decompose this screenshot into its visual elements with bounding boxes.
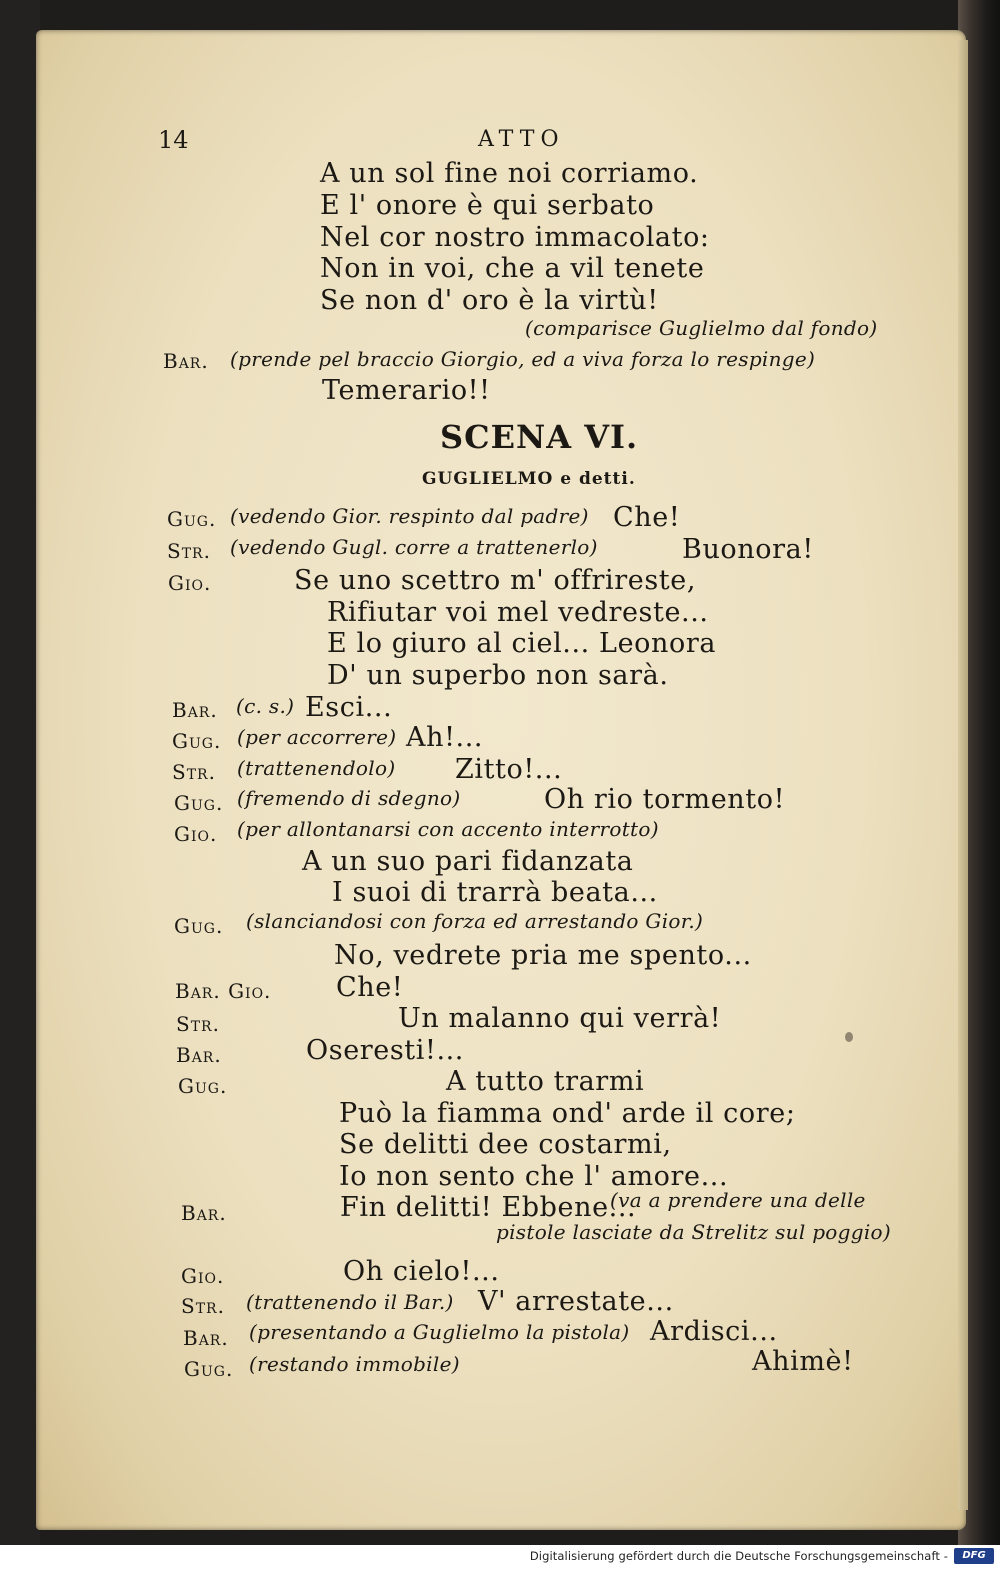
verse-line: Oh cielo!... bbox=[343, 1256, 500, 1287]
page-edge bbox=[958, 40, 968, 1510]
verse-line: Oseresti!... bbox=[306, 1035, 464, 1066]
verse-line: Io non sento che l' amore... bbox=[339, 1161, 729, 1192]
verse-line: Può la fiamma ond' arde il core; bbox=[339, 1098, 796, 1129]
speaker-label: Gug. bbox=[184, 1357, 234, 1381]
speaker-label: Str. bbox=[176, 1012, 220, 1036]
verse-line: A tutto trarmi bbox=[446, 1066, 645, 1097]
verse-line: Se delitti dee costarmi, bbox=[339, 1129, 672, 1160]
speaker-label: Bar. Gio. bbox=[175, 979, 272, 1003]
speaker-label: Str. bbox=[181, 1294, 225, 1318]
verse-line: A un suo pari fidanzata bbox=[302, 846, 634, 877]
digitization-credit: Digitalisierung gefördert durch die Deutsche Forschungsgemeinschaft - bbox=[529, 1549, 948, 1563]
verse-line: Esci... bbox=[305, 692, 393, 723]
verse-line: Buonora! bbox=[682, 534, 814, 565]
verse-line: E l' onore è qui serbato bbox=[320, 190, 655, 221]
stage-direction: (va a prendere una delle bbox=[610, 1188, 866, 1212]
speaker-label: Str. bbox=[172, 760, 216, 784]
verse-line: No, vedrete pria me spento... bbox=[334, 940, 752, 971]
verse-line: Un malanno qui verrà! bbox=[398, 1003, 722, 1034]
verse-line: D' un superbo non sarà. bbox=[327, 660, 669, 691]
stage-direction: (trattenendolo) bbox=[237, 756, 396, 780]
verse-line: Zitto!... bbox=[455, 754, 563, 785]
stage-direction: (comparisce Guglielmo dal fondo) bbox=[525, 316, 878, 340]
verse-line: Se uno scettro m' offrireste, bbox=[294, 565, 697, 596]
stage-direction: (restando immobile) bbox=[249, 1352, 460, 1376]
stage-direction: (trattenendo il Bar.) bbox=[246, 1290, 454, 1314]
speaker-label: Bar. bbox=[176, 1043, 222, 1067]
verse-line: Che! bbox=[336, 972, 404, 1003]
speaker-label: Gug. bbox=[174, 791, 224, 815]
speaker-label: Gug. bbox=[167, 507, 217, 531]
scene-title: SCENA VI. bbox=[440, 418, 639, 456]
stage-direction: pistole lasciate da Strelitz sul poggio) bbox=[496, 1220, 891, 1244]
stage-direction: (per allontanarsi con accento interrotto) bbox=[237, 817, 659, 841]
page-number: 14 bbox=[158, 126, 189, 154]
book-cover-left bbox=[0, 0, 40, 1560]
stage-direction: (c. s.) bbox=[236, 694, 295, 718]
verse-line: Fin delitti! Ebbene... bbox=[340, 1192, 637, 1223]
ink-smudge bbox=[845, 1032, 853, 1042]
verse-line: Ah!... bbox=[406, 722, 484, 753]
verse-line: Nel cor nostro immacolato: bbox=[320, 222, 710, 253]
speaker-label: Bar. bbox=[163, 349, 209, 373]
verse-line: Non in voi, che a vil tenete bbox=[320, 253, 705, 284]
stage-direction: (per accorrere) bbox=[237, 725, 397, 749]
speaker-label: Bar. bbox=[183, 1326, 229, 1350]
speaker-label: Gio. bbox=[181, 1264, 225, 1288]
speaker-label: Gug. bbox=[172, 729, 222, 753]
dfg-logo: DFG bbox=[954, 1548, 994, 1564]
speaker-label: Bar. bbox=[181, 1201, 227, 1225]
stage-direction: (vedendo Gugl. corre a trattenerlo) bbox=[230, 535, 598, 559]
stage-direction: (slanciandosi con forza ed arrestando Gior.) bbox=[246, 909, 704, 933]
speaker-label: Gio. bbox=[174, 822, 218, 846]
speaker-label: Str. bbox=[167, 539, 211, 563]
verse-line: Ardisci... bbox=[650, 1316, 778, 1347]
verse-line: Rifiutar voi mel vedreste... bbox=[327, 597, 709, 628]
verse-line: Se non d' oro è la virtù! bbox=[320, 285, 659, 316]
stage-direction: (fremendo di sdegno) bbox=[237, 786, 461, 810]
speaker-label: Bar. bbox=[172, 698, 218, 722]
scene-characters: GUGLIELMO e detti. bbox=[422, 469, 636, 489]
speaker-label: Gio. bbox=[168, 571, 212, 595]
verse-line: I suoi di trarrà beata... bbox=[332, 877, 658, 908]
speaker-label: Gug. bbox=[178, 1074, 228, 1098]
stage-direction: (prende pel braccio Giorgio, ed a viva forza lo respinge) bbox=[230, 347, 816, 371]
verse-line: Oh rio tormento! bbox=[544, 784, 786, 815]
stage-direction: (presentando a Guglielmo la pistola) bbox=[249, 1320, 630, 1344]
speaker-label: Gug. bbox=[174, 914, 224, 938]
verse-line: Temerario!! bbox=[322, 375, 491, 406]
verse-line: Che! bbox=[613, 502, 681, 533]
verse-line: E lo giuro al ciel... Leonora bbox=[327, 628, 717, 659]
verse-line: V' arrestate... bbox=[478, 1286, 674, 1317]
stage-direction: (vedendo Gior. respinto dal padre) bbox=[230, 504, 589, 528]
verse-line: A un sol fine noi corriamo. bbox=[320, 158, 699, 189]
verse-line: Ahimè! bbox=[752, 1346, 854, 1377]
running-header: ATTO bbox=[478, 127, 565, 152]
